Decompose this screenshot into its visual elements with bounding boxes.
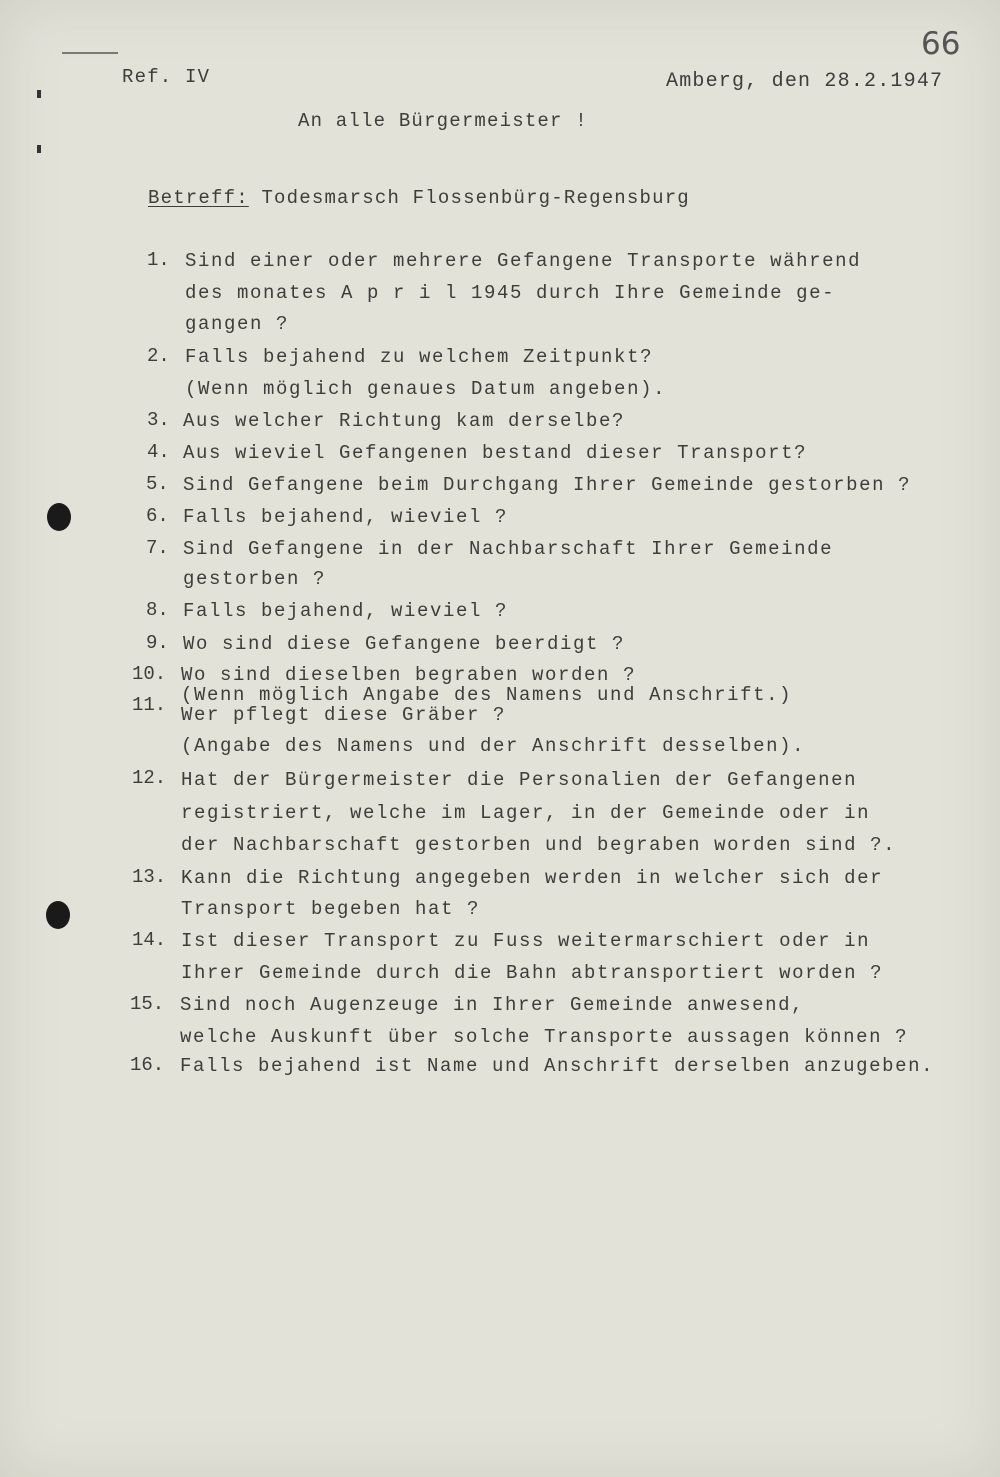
question-text: Transport begeben hat ? — [181, 898, 481, 920]
question-text: Sind einer oder mehrere Gefangene Transporte während — [185, 250, 862, 272]
subject-label: Betreff: — [148, 187, 249, 209]
question-text: registriert, welche im Lager, in der Gemeinde oder in — [181, 802, 871, 824]
salutation: An alle Bürgermeister ! — [298, 110, 588, 132]
question-number: 8. — [146, 599, 169, 621]
question-text: (Wenn möglich Angabe des Namens und Anschrift.) — [181, 684, 793, 706]
question-number: 1. — [147, 249, 170, 271]
question-text: Wo sind dieselben begraben worden ? — [181, 664, 637, 686]
question-text: Falls bejahend, wieviel ? — [183, 600, 509, 622]
question-number: 2. — [147, 345, 170, 367]
punch-hole-upper — [47, 503, 71, 531]
question-number: 3. — [147, 409, 170, 431]
question-text: Sind Gefangene in der Nachbarschaft Ihrer Gemeinde — [183, 538, 834, 560]
reference-label: Ref. IV — [122, 66, 211, 88]
question-text: welche Auskunft über solche Transporte aussagen können ? — [180, 1026, 909, 1048]
question-text: Aus wieviel Gefangenen bestand dieser Transport? — [183, 442, 808, 464]
question-number: 7. — [146, 537, 169, 559]
question-number: 10. — [132, 663, 167, 685]
question-text: Aus welcher Richtung kam derselbe? — [183, 410, 626, 432]
question-number: 12. — [132, 767, 167, 789]
question-text: (Wenn möglich genaues Datum angeben). — [185, 378, 667, 400]
page-number: 66 — [921, 26, 961, 62]
question-text: gangen ? — [185, 313, 290, 335]
question-text: gestorben ? — [183, 568, 327, 590]
edge-mark — [37, 90, 41, 98]
punch-hole-lower — [46, 901, 70, 929]
question-number: 14. — [132, 929, 167, 951]
question-text: Wo sind diese Gefangene beerdigt ? — [183, 633, 626, 655]
question-text: (Angabe des Namens und der Anschrift desselben). — [181, 735, 806, 757]
question-number: 13. — [132, 866, 167, 888]
question-text: Kann die Richtung angegeben werden in welcher sich der — [181, 867, 884, 889]
question-text: Falls bejahend, wieviel ? — [183, 506, 509, 528]
question-number: 6. — [146, 505, 169, 527]
question-text: Falls bejahend zu welchem Zeitpunkt? — [185, 346, 654, 368]
question-number: 5. — [146, 473, 169, 495]
edge-mark — [37, 145, 41, 153]
question-text: Sind noch Augenzeuge in Ihrer Gemeinde anwesend, — [180, 994, 805, 1016]
question-text: der Nachbarschaft gestorben und begraben worden sind ?. — [181, 834, 897, 856]
question-text: Sind Gefangene beim Durchgang Ihrer Gemeinde gestorben ? — [183, 474, 912, 496]
question-number: 16. — [130, 1054, 165, 1076]
place-and-date: Amberg, den 28.2.1947 — [666, 70, 944, 93]
question-text: Ihrer Gemeinde durch die Bahn abtransportiert worden ? — [181, 962, 884, 984]
question-text: des monates A p r i l 1945 durch Ihre Gemeinde ge- — [185, 282, 836, 304]
question-number: 11. — [132, 694, 167, 716]
question-text: Wer pflegt diese Gräber ? — [181, 704, 507, 726]
question-number: 15. — [130, 993, 165, 1015]
question-text: Falls bejahend ist Name und Anschrift derselben anzugeben. — [180, 1055, 935, 1077]
question-number: 4. — [147, 441, 170, 463]
question-number: 9. — [146, 632, 169, 654]
subject-line — [148, 187, 690, 209]
subject-text: Todesmarsch Flossenbürg-Regensburg — [261, 187, 690, 209]
question-text: Hat der Bürgermeister die Personalien der Gefangenen — [181, 769, 858, 791]
edge-mark — [62, 52, 118, 54]
question-text: Ist dieser Transport zu Fuss weitermarschiert oder in — [181, 930, 871, 952]
